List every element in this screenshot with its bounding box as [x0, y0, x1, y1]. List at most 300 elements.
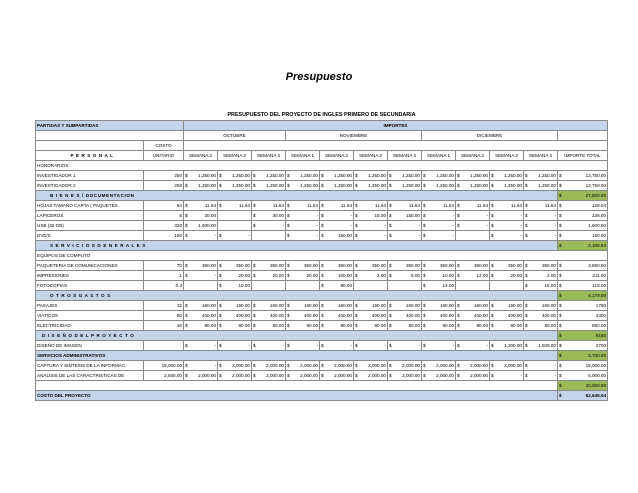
amount-value: -	[486, 213, 488, 218]
row-total	[558, 221, 608, 231]
amount-value: 80.00	[306, 323, 318, 328]
amount-value: 2,700.00	[588, 353, 607, 358]
unit-cost: 2,500.00	[144, 371, 184, 381]
currency-sign: $	[389, 323, 392, 328]
week-amount	[286, 361, 320, 371]
currency-sign: $	[559, 283, 562, 288]
amount-value: -	[316, 343, 318, 348]
week-amount	[388, 181, 422, 191]
row-total	[558, 201, 608, 211]
month-header: NOVIEMBRE	[286, 131, 422, 141]
amount-value: 160.00	[507, 303, 522, 308]
amount-value: 3,850.00	[588, 263, 607, 268]
currency-sign: $	[253, 173, 256, 178]
amount-value: 1,600.00	[198, 223, 216, 228]
item-name: VIATICOS	[36, 311, 144, 321]
week-amount	[388, 171, 422, 181]
amount-value: 80.00	[340, 283, 352, 288]
currency-sign: $	[219, 173, 222, 178]
week-amount	[388, 311, 422, 321]
amount-value: 2700	[595, 343, 607, 348]
currency-sign: $	[321, 373, 324, 378]
currency-sign: $	[355, 273, 358, 278]
week-amount	[524, 361, 558, 371]
week-amount	[388, 271, 422, 281]
week-amount	[184, 211, 218, 221]
currency-sign: $	[559, 313, 562, 318]
amount-value: -	[248, 233, 250, 238]
currency-sign: $	[253, 273, 256, 278]
amount-value: 11.64	[306, 203, 318, 208]
amount-value: 400.00	[269, 313, 284, 318]
amount-value: 80.00	[204, 323, 216, 328]
currency-sign: $	[185, 343, 188, 348]
amount-value: 11.64	[442, 203, 454, 208]
currency-sign: $	[457, 223, 460, 228]
item-name: DVD'S	[36, 231, 144, 241]
row-total	[558, 321, 608, 331]
week-amount	[286, 261, 320, 271]
currency-sign: $	[389, 373, 392, 378]
amount-value: -	[350, 223, 352, 228]
table-row	[36, 311, 608, 321]
week-amount	[354, 281, 388, 291]
amount-value: 400.00	[337, 313, 352, 318]
currency-sign: $	[389, 183, 392, 188]
amount-value: 1,250.00	[266, 173, 284, 178]
blank-cell	[36, 381, 558, 391]
currency-sign: $	[559, 243, 562, 248]
currency-sign: $	[559, 343, 562, 348]
amount-value: 400.00	[303, 313, 318, 318]
row-total	[558, 231, 608, 241]
currency-sign: $	[559, 263, 562, 268]
amount-value: 350.00	[371, 263, 386, 268]
item-name: USB (32 GB)	[36, 221, 144, 231]
amount-value: 2,000.00	[402, 363, 420, 368]
section-header: O T R O S G A S T O S	[36, 291, 558, 301]
amount-value: 2,000.00	[266, 373, 284, 378]
amount-value: -	[520, 213, 522, 218]
amount-value: 15,000.00	[585, 363, 607, 368]
table-title: PRESUPUESTO DEL PROYECTO DE INGLES PRIMERO DE SECUNDARIA	[227, 112, 416, 118]
week-amount	[252, 201, 286, 211]
item-name: HOJAS TAMAÑO CARTA ( PAQUETES .	[36, 201, 144, 211]
week-header: SEMANA 3	[354, 151, 388, 161]
week-amount	[490, 281, 524, 291]
currency-sign: $	[185, 273, 188, 278]
week-amount	[354, 361, 388, 371]
project-cost-label: COSTO DEL PROYECTO	[36, 391, 558, 401]
currency-sign: $	[559, 233, 562, 238]
week-amount	[354, 201, 388, 211]
currency-sign: $	[491, 173, 494, 178]
currency-sign: $	[525, 173, 528, 178]
week-amount	[524, 301, 558, 311]
week-amount	[252, 171, 286, 181]
week-amount	[286, 341, 320, 351]
currency-sign: $	[321, 173, 324, 178]
week-amount	[456, 281, 490, 291]
currency-sign: $	[321, 313, 324, 318]
week-amount	[490, 181, 524, 191]
amount-value: -	[350, 213, 352, 218]
amount-value: -	[418, 343, 420, 348]
unit-cost: 250	[144, 181, 184, 191]
currency-sign: $	[185, 183, 188, 188]
amount-value: -	[452, 213, 454, 218]
table-row	[36, 261, 608, 271]
section-total	[558, 241, 608, 251]
amount-value: 160.00	[371, 303, 386, 308]
week-amount	[422, 311, 456, 321]
week-header: SEMANA 4	[388, 151, 422, 161]
unit-cost: 80	[144, 311, 184, 321]
currency-sign: $	[253, 183, 256, 188]
currency-sign: $	[219, 233, 222, 238]
week-amount	[184, 301, 218, 311]
currency-sign: $	[559, 323, 562, 328]
currency-sign: $	[525, 183, 528, 188]
amount-value: -	[248, 343, 250, 348]
week-amount	[218, 261, 252, 271]
section-total	[558, 351, 608, 361]
week-amount	[252, 361, 286, 371]
currency-sign: $	[559, 373, 562, 378]
amount-value: 20.00	[238, 273, 250, 278]
week-amount	[524, 261, 558, 271]
amount-value: -	[282, 343, 284, 348]
week-amount	[320, 171, 354, 181]
currency-sign: $	[185, 263, 188, 268]
week-amount	[218, 171, 252, 181]
amount-value: 2.00	[377, 273, 386, 278]
amount-value: 11.64	[374, 203, 386, 208]
currency-sign: $	[219, 263, 222, 268]
currency-sign: $	[423, 303, 426, 308]
amount-value: -	[554, 363, 556, 368]
amount-value: 2,000.00	[266, 363, 284, 368]
currency-sign: $	[219, 303, 222, 308]
week-amount	[252, 321, 286, 331]
amount-value: 20.00	[306, 273, 318, 278]
amount-value: 2,000.00	[300, 373, 318, 378]
currency-sign: $	[355, 213, 358, 218]
blank-cell	[36, 131, 184, 141]
costo-header-bottom: UNITARIO	[144, 151, 184, 161]
amount-value: 20.00	[272, 273, 284, 278]
currency-sign: $	[253, 323, 256, 328]
week-header: SEMANA 1	[286, 151, 320, 161]
section-header: D I S E Ñ O D E L P R O Y E C T O	[36, 331, 558, 341]
week-amount	[286, 221, 320, 231]
currency-sign: $	[491, 203, 494, 208]
amount-value: 2,000.00	[436, 373, 454, 378]
amount-value: 2,106.04	[588, 243, 607, 248]
table-row	[36, 381, 608, 391]
currency-sign: $	[355, 303, 358, 308]
currency-sign: $	[525, 283, 528, 288]
currency-sign: $	[457, 213, 460, 218]
week-amount	[388, 371, 422, 381]
amount-value: 13.00	[442, 283, 454, 288]
amount-value: 350.00	[439, 263, 454, 268]
currency-sign: $	[423, 263, 426, 268]
table-row	[36, 321, 608, 331]
week-amount	[524, 231, 558, 241]
amount-value: -	[384, 223, 386, 228]
week-amount	[456, 341, 490, 351]
amount-value: 4,179.00	[588, 293, 607, 298]
amount-value: 2,000.00	[198, 373, 216, 378]
amount-value: 1,500.00	[538, 343, 556, 348]
amount-value: 2,000.00	[300, 363, 318, 368]
importe-total-header: IMPORTE TOTAL	[558, 151, 608, 161]
week-amount	[320, 361, 354, 371]
currency-sign: $	[525, 363, 528, 368]
personal-header: P E R S O N A L	[36, 151, 144, 161]
currency-sign: $	[525, 343, 528, 348]
week-amount	[320, 371, 354, 381]
amount-value: 1,250.00	[300, 173, 318, 178]
week-amount	[286, 171, 320, 181]
table-row	[36, 191, 608, 201]
amount-value: -	[418, 223, 420, 228]
currency-sign: $	[287, 263, 290, 268]
table-row	[36, 161, 608, 171]
row-total	[558, 261, 608, 271]
week-amount	[218, 211, 252, 221]
currency-sign: $	[423, 213, 426, 218]
amount-value: -	[520, 373, 522, 378]
week-amount	[320, 281, 354, 291]
amount-value: 211.00	[592, 273, 607, 278]
week-amount	[184, 361, 218, 371]
currency-sign: $	[321, 223, 324, 228]
currency-sign: $	[389, 223, 392, 228]
currency-sign: $	[355, 223, 358, 228]
amount-value: 160.00	[235, 303, 250, 308]
row-total	[558, 311, 608, 321]
week-amount	[184, 371, 218, 381]
amount-value: 160.00	[541, 303, 556, 308]
amount-value: 4400	[595, 313, 607, 318]
currency-sign: $	[389, 343, 392, 348]
currency-sign: $	[559, 393, 562, 398]
unit-cost: 1	[144, 271, 184, 281]
week-amount	[456, 301, 490, 311]
currency-sign: $	[389, 173, 392, 178]
currency-sign: $	[525, 213, 528, 218]
currency-sign: $	[253, 343, 256, 348]
amount-value: 80.00	[408, 323, 420, 328]
amount-value: 128.04	[591, 203, 607, 208]
week-amount	[456, 321, 490, 331]
currency-sign: $	[559, 203, 562, 208]
week-amount	[388, 281, 422, 291]
amount-value: 11.64	[476, 203, 488, 208]
amount-value: 350.00	[303, 263, 318, 268]
week-amount	[286, 301, 320, 311]
currency-sign: $	[253, 363, 256, 368]
currency-sign: $	[525, 273, 528, 278]
week-header: SEMANA 2	[320, 151, 354, 161]
currency-sign: $	[559, 183, 562, 188]
week-amount	[320, 261, 354, 271]
amount-value: 1,250.00	[368, 173, 386, 178]
currency-sign: $	[423, 203, 426, 208]
week-amount	[218, 181, 252, 191]
week-amount	[490, 271, 524, 281]
amount-value: 350.00	[235, 263, 250, 268]
week-amount	[524, 311, 558, 321]
week-amount	[252, 221, 286, 231]
item-name: FOTOCOPIAS	[36, 281, 144, 291]
currency-sign: $	[355, 323, 358, 328]
week-amount	[490, 201, 524, 211]
week-amount	[490, 371, 524, 381]
week-amount	[456, 201, 490, 211]
currency-sign: $	[457, 323, 460, 328]
amount-value: 2.00	[547, 273, 556, 278]
row-total	[558, 301, 608, 311]
week-amount	[252, 181, 286, 191]
currency-sign: $	[457, 273, 460, 278]
amount-value: 160.00	[439, 303, 454, 308]
currency-sign: $	[219, 323, 222, 328]
amount-value: 400.00	[405, 313, 420, 318]
currency-sign: $	[457, 303, 460, 308]
week-amount	[184, 221, 218, 231]
currency-sign: $	[559, 173, 562, 178]
amount-value: 80.00	[510, 323, 522, 328]
week-amount	[524, 221, 558, 231]
amount-value: 1,250.00	[232, 173, 250, 178]
week-amount	[184, 281, 218, 291]
currency-sign: $	[491, 183, 494, 188]
currency-sign: $	[491, 373, 494, 378]
currency-sign: $	[185, 373, 188, 378]
amount-value: 18.00	[374, 213, 386, 218]
week-amount	[490, 311, 524, 321]
amount-value: 12.00	[476, 273, 488, 278]
week-amount	[456, 311, 490, 321]
unit-cost: 6	[144, 211, 184, 221]
currency-sign: $	[321, 213, 324, 218]
week-amount	[422, 201, 456, 211]
subtotal	[558, 381, 608, 391]
currency-sign: $	[253, 373, 256, 378]
week-amount	[218, 321, 252, 331]
week-amount	[252, 341, 286, 351]
section-header: B I E N E S / DOCUMENTACION	[36, 191, 558, 201]
week-amount	[388, 321, 422, 331]
item-name: INVESTIGADOR 2	[36, 181, 144, 191]
currency-sign: $	[253, 313, 256, 318]
amount-value: -	[316, 223, 318, 228]
amount-value: 1,250.00	[504, 183, 522, 188]
week-amount	[320, 201, 354, 211]
currency-sign: $	[355, 263, 358, 268]
week-amount	[184, 341, 218, 351]
amount-value: 1,200.00	[504, 343, 522, 348]
currency-sign: $	[491, 343, 494, 348]
amount-value: -	[452, 233, 454, 238]
budget-sheet	[35, 111, 607, 401]
week-amount	[456, 221, 490, 231]
week-amount	[286, 281, 320, 291]
amount-value: 400.00	[235, 313, 250, 318]
amount-value: 1,250.00	[300, 183, 318, 188]
row-total	[558, 361, 608, 371]
week-amount	[388, 341, 422, 351]
currency-sign: $	[219, 373, 222, 378]
item-name: ANALISIS DE LAS CARACTRISTICAS DE	[36, 371, 144, 381]
week-amount	[524, 281, 558, 291]
amount-value: 1,250.00	[334, 173, 352, 178]
table-row	[36, 171, 608, 181]
amount-value: 400.00	[507, 313, 522, 318]
currency-sign: $	[389, 273, 392, 278]
week-amount	[422, 281, 456, 291]
amount-value: 11.64	[544, 203, 556, 208]
month-header: OCTUBRE	[184, 131, 286, 141]
amount-value: 160.00	[201, 303, 216, 308]
currency-sign: $	[491, 363, 494, 368]
currency-sign: $	[321, 323, 324, 328]
week-header: SEMANA 1	[422, 151, 456, 161]
blank-cell	[36, 141, 144, 151]
currency-sign: $	[491, 313, 494, 318]
week-amount	[456, 211, 490, 221]
amount-value: 5,000.00	[588, 373, 607, 378]
week-amount	[524, 341, 558, 351]
week-amount	[286, 271, 320, 281]
week-amount	[524, 201, 558, 211]
amount-value: 11.64	[408, 203, 420, 208]
week-amount	[320, 311, 354, 321]
currency-sign: $	[423, 183, 426, 188]
week-amount	[524, 181, 558, 191]
amount-value: 118.00	[592, 283, 607, 288]
week-amount	[490, 321, 524, 331]
currency-sign: $	[491, 303, 494, 308]
currency-sign: $	[525, 263, 528, 268]
amount-value: 80.00	[238, 323, 250, 328]
currency-sign: $	[185, 213, 188, 218]
item-name: INVESTIGADOR 1	[36, 171, 144, 181]
table-row	[36, 331, 608, 341]
currency-sign: $	[355, 183, 358, 188]
amount-value: 228.00	[591, 213, 607, 218]
amount-value: 15.00	[544, 283, 556, 288]
week-amount	[252, 301, 286, 311]
currency-sign: $	[287, 363, 290, 368]
amount-value: -	[520, 233, 522, 238]
unit-cost: 320	[144, 221, 184, 231]
amount-value: 1760	[595, 303, 607, 308]
amount-value: 400.00	[439, 313, 454, 318]
week-amount	[286, 201, 320, 211]
currency-sign: $	[185, 323, 188, 328]
week-amount	[218, 301, 252, 311]
unit-cost: 250	[144, 171, 184, 181]
amount-value: 11.64	[272, 203, 284, 208]
amount-value: 13,750.00	[585, 183, 607, 188]
amount-value: 1,250.00	[504, 173, 522, 178]
currency-sign: $	[423, 223, 426, 228]
row-total	[558, 171, 608, 181]
